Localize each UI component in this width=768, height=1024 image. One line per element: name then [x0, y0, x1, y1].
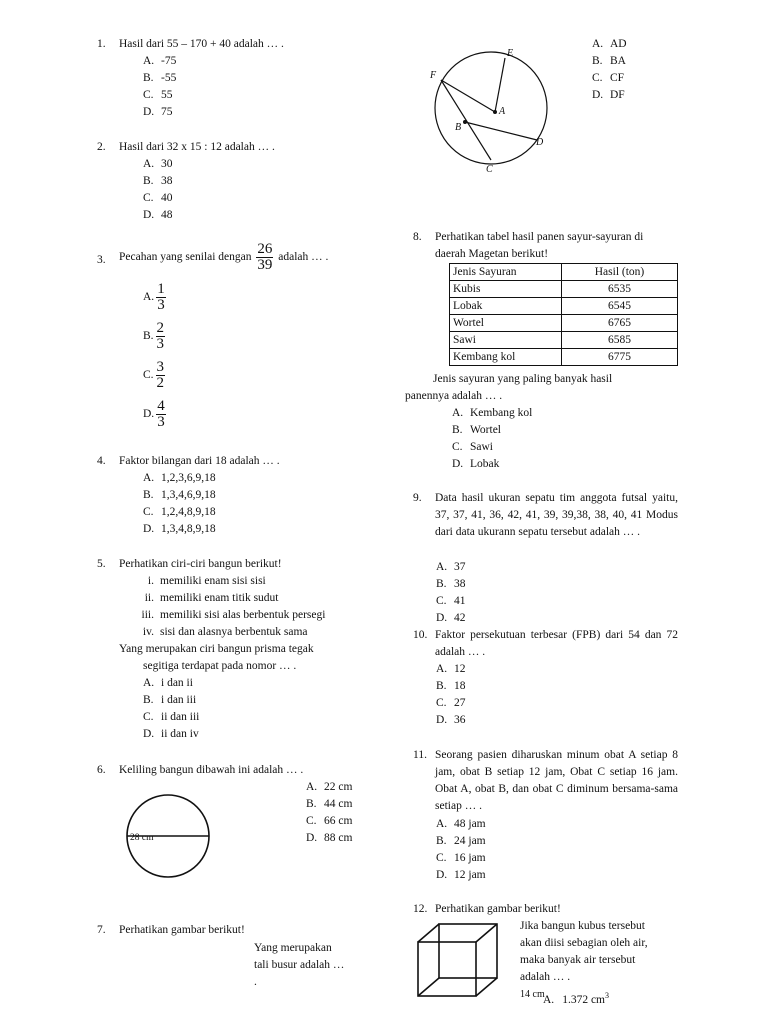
question-number: 6. [97, 764, 106, 776]
table-row: Wortel 6765 [450, 315, 678, 332]
question-text: Perhatikan tabel hasil panen sayur-sayuran di [435, 231, 644, 243]
question-3 [97, 242, 397, 278]
question-text: Faktor persekutuan terbesar (FPB) dari 54 dan 72 adalah … . [435, 629, 678, 658]
harvest-table [449, 263, 678, 366]
option-d[interactable]: D. 48 [143, 209, 173, 221]
option-b[interactable]: B. -55 [143, 72, 177, 84]
option-d[interactable]: D. 36 [436, 714, 466, 726]
question-10 [413, 627, 678, 661]
question-number: 1. [97, 38, 106, 50]
point-label-f: F [430, 70, 437, 81]
option-c[interactable]: C. 41 [436, 595, 466, 607]
point-label-c: C [486, 164, 493, 175]
question-number: 9. [413, 492, 422, 504]
column-header: Hasil (ton) [562, 264, 678, 281]
question-text: daerah Magetan berikut! [435, 248, 549, 260]
question-stem: Yang merupakan [254, 942, 332, 954]
option-a[interactable]: A. 37 [436, 561, 466, 573]
option-c[interactable]: C. 27 [436, 697, 466, 709]
question-2 [97, 139, 397, 156]
option-b[interactable]: B. 38 [436, 578, 466, 590]
option-d[interactable]: D. 75 [143, 106, 173, 118]
point-label-e: E [507, 48, 514, 59]
column-header: Jenis Sayuran [450, 264, 562, 281]
question-number: 4. [97, 455, 106, 467]
point-label-b: B [455, 122, 462, 133]
option-c[interactable]: C. ii dan iii [143, 711, 200, 723]
option-a[interactable]: A. 1.372 $cm^3$ [543, 991, 609, 1006]
option-d[interactable]: D. ii dan iv [143, 728, 199, 740]
question-text: Faktor bilangan dari 18 adalah … . [119, 455, 280, 467]
option-a[interactable]: A. 48 jam [436, 818, 486, 830]
question-5 [97, 556, 397, 573]
option-d[interactable]: D. $\frac{4}{3}$ [143, 398, 165, 430]
option-a[interactable]: A. 12 [436, 663, 466, 675]
option-d[interactable]: D. 12 jam [436, 869, 486, 881]
list-item: iii. memiliki sisi alas berbentuk persegi [141, 609, 326, 621]
option-b[interactable]: B. i dan iii [143, 694, 197, 706]
option-c[interactable]: C. 16 jam [436, 852, 486, 864]
option-c[interactable]: C. 40 [143, 192, 173, 204]
option-b[interactable]: B. 1,3,4,6,9,18 [143, 489, 216, 501]
option-b[interactable]: B. $\frac{2}{3}$ [143, 320, 165, 352]
question-4 [97, 453, 397, 470]
question-text: Hasil dari 32 x 15 : 12 adalah … . [119, 141, 275, 153]
list-item: iv. sisi dan alasnya berbentuk sama [142, 626, 308, 638]
option-b[interactable]: B. 44 cm [306, 798, 353, 810]
question-text: Perhatikan gambar berikut! [435, 903, 561, 915]
option-c[interactable]: C. Sawi [452, 441, 493, 453]
question-number: 12. [413, 903, 428, 915]
question-text: Pecahan yang senilai dengan $\frac{26}{39}$ adalah … . [119, 241, 329, 273]
question-stem: Yang merupakan ciri bangun prisma tegak [119, 643, 314, 655]
option-d[interactable]: D. Lobak [452, 458, 500, 470]
table-header-row [450, 264, 678, 281]
point-label-a: A [499, 106, 506, 117]
cube-figure [413, 920, 505, 1000]
question-stem: . [254, 976, 257, 988]
question-stem: adalah … . [520, 971, 571, 983]
list-item: ii. memiliki enam titik sudut [144, 592, 279, 604]
option-d[interactable]: D. 88 cm [306, 832, 353, 844]
option-d[interactable]: D. 1,3,4,8,9,18 [143, 523, 216, 535]
question-number: 5. [97, 558, 106, 570]
question-11 [413, 747, 678, 815]
question-stem: akan diisi sebagian oleh air, [520, 937, 648, 949]
option-d[interactable]: D. 42 [436, 612, 466, 624]
option-c[interactable]: C. 66 cm [306, 815, 353, 827]
table-row: Kubis 6535 [450, 281, 678, 298]
option-c[interactable]: C. 1,2,4,8,9,18 [143, 506, 216, 518]
question-stem: panennya adalah … . [405, 390, 503, 402]
question-12 [413, 901, 678, 918]
question-6 [97, 762, 397, 779]
option-b[interactable]: B. BA [592, 55, 626, 67]
list-item: i. memiliki enam sisi sisi [147, 575, 266, 587]
circle-figure [124, 790, 212, 882]
question-stem: tali busur adalah … [254, 959, 345, 971]
question-number: 7. [97, 924, 106, 936]
option-b[interactable]: B. 18 [436, 680, 466, 692]
table-row: Lobak 6545 [450, 298, 678, 315]
table-row: Sawi 6585 [450, 332, 678, 349]
question-stem: maka banyak air tersebut [520, 954, 636, 966]
question-stem: Jenis sayuran yang paling banyak hasil [433, 373, 613, 385]
question-text: Perhatikan gambar berikut! [119, 924, 245, 936]
question-text: Perhatikan ciri-ciri bangun berikut! [119, 558, 282, 570]
point-label-d: D [536, 137, 544, 148]
question-text: Seorang pasien diharuskan minum obat A setiap 8 jam, obat B setiap 12 jam, Obat C setiap 16 jam. Obat A, obat B, dan obat C diminum bersama-sama setiap … . [435, 749, 678, 812]
question-stem: Jika bangun kubus tersebut [520, 920, 645, 932]
option-a[interactable]: A. i dan ii [143, 677, 193, 689]
option-b[interactable]: B. 38 [143, 175, 173, 187]
option-a[interactable]: A. AD [592, 38, 627, 50]
fraction: $\frac{26}{39}$ [257, 241, 273, 273]
question-text: Keliling bangun dibawah ini adalah … . [119, 764, 304, 776]
table-row: Kembang kol 6775 [450, 349, 678, 366]
option-c[interactable]: C. CF [592, 72, 625, 84]
option-a[interactable]: A. 22 cm [306, 781, 353, 793]
option-a[interactable]: A. -75 [143, 55, 177, 67]
option-a[interactable]: A. 1,2,3,6,9,18 [143, 472, 216, 484]
diameter-label: 28 cm [130, 833, 154, 843]
question-8 [413, 229, 693, 263]
cube-edge-label: 14 cm [520, 989, 545, 1000]
option-a[interactable]: A. $\frac{1}{3}$ [143, 281, 165, 313]
question-number: 11. [413, 749, 427, 761]
option-a[interactable]: A. Kembang kol [452, 407, 533, 419]
question-number: 2. [97, 141, 106, 153]
question-stem: segitiga terdapat pada nomor … . [143, 660, 297, 672]
option-c[interactable]: C. 55 [143, 89, 173, 101]
question-text: Data hasil ukuran sepatu tim anggota futsal yaitu, 37, 37, 41, 36, 42, 41, 39, 39,38, 38, 40, 41 Modus dari data ukurann sepatu tersebut adalah … . [435, 492, 678, 538]
option-b[interactable]: B. 24 jam [436, 835, 486, 847]
question-number: 3. [97, 254, 106, 266]
question-7 [97, 922, 397, 939]
question-9 [413, 490, 678, 560]
option-b[interactable]: B. Wortel [452, 424, 502, 436]
circle-chord-figure [425, 44, 555, 176]
option-d[interactable]: D. DF [592, 89, 625, 101]
question-number: 10. [413, 629, 428, 641]
option-c[interactable]: C. $\frac{3}{2}$ [143, 359, 165, 391]
question-1 [97, 36, 397, 126]
question-number: 8. [413, 231, 422, 243]
question-text: Hasil dari 55 – 170 + 40 adalah … . [119, 38, 284, 50]
option-a[interactable]: A. 30 [143, 158, 173, 170]
